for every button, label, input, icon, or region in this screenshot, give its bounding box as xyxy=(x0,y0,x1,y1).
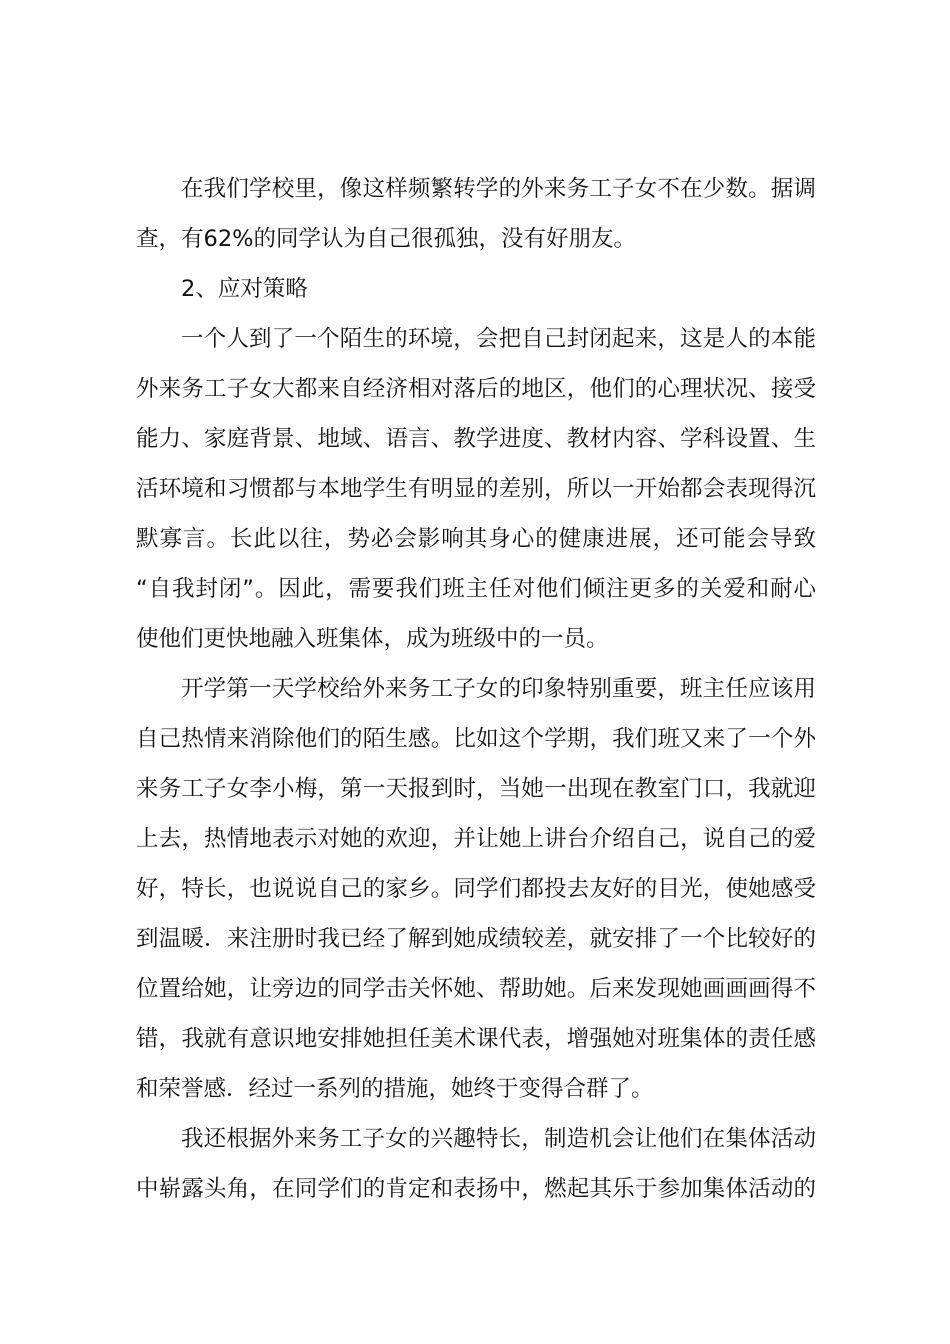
text-line: 能力、家庭背景、地域、语言、教学进度、教材内容、学科设置、生 xyxy=(136,426,816,452)
text-line: “自我封闭”。因此，需要我们班主任对他们倾注更多的关爱和耐心 xyxy=(136,576,816,602)
text-line: 外来务工子女大都来自经济相对落后的地区，他们的心理状况、接受 xyxy=(136,376,816,402)
text-line: 位置给她，让旁边的同学击关怀她、帮助她。后来发现她画画画得不 xyxy=(136,976,816,1002)
text-line: 好，特长，也说说自己的家乡。同学们都投去友好的目光，使她感受 xyxy=(136,876,816,902)
text-line: 和荣誉感．经过一系列的措施，她终于变得合群了。 xyxy=(136,1076,654,1102)
text-line: 我还根据外来务工子女的兴趣特长，制造机会让他们在集体活动 xyxy=(181,1126,816,1152)
text-line: 使他们更快地融入班集体，成为班级中的一员。 xyxy=(136,626,609,652)
text-line: 开学第一天学校给外来务工子女的印象特别重要，班主任应该用 xyxy=(181,676,816,702)
text-line: 默寡言。长此以往，势必会影响其身心的健康进展，还可能会导致 xyxy=(136,526,816,552)
text-line: 上去，热情地表示对她的欢迎，并让她上讲台介绍自己，说自己的爱 xyxy=(136,826,816,852)
text-line: 错，我就有意识地安排她担任美术课代表，增强她对班集体的责任感 xyxy=(136,1026,816,1052)
text-line: 来务工子女李小梅，第一天报到时，当她一出现在教室门口，我就迎 xyxy=(136,776,816,802)
section-heading: 2、应对策略 xyxy=(181,276,308,302)
text-line: 中崭露头角，在同学们的肯定和表扬中，燃起其乐于参加集体活动的 xyxy=(136,1176,816,1202)
text-line: 一个人到了一个陌生的环境，会把自己封闭起来，这是人的本能 xyxy=(181,326,816,352)
text-line: 在我们学校里，像这样频繁转学的外来务工子女不在少数。据调 xyxy=(181,176,816,202)
text-line: 到温暖．来注册时我已经了解到她成绩较差，就安排了一个比较好的 xyxy=(136,926,816,952)
text-line: 查，有62%的同学认为自己很孤独，没有好朋友。 xyxy=(136,226,637,252)
text-line: 活环境和习惯都与本地学生有明显的差别，所以一开始都会表现得沉 xyxy=(136,476,816,502)
text-line: 自己热情来消除他们的陌生感。比如这个学期，我们班又来了一个外 xyxy=(136,726,816,752)
